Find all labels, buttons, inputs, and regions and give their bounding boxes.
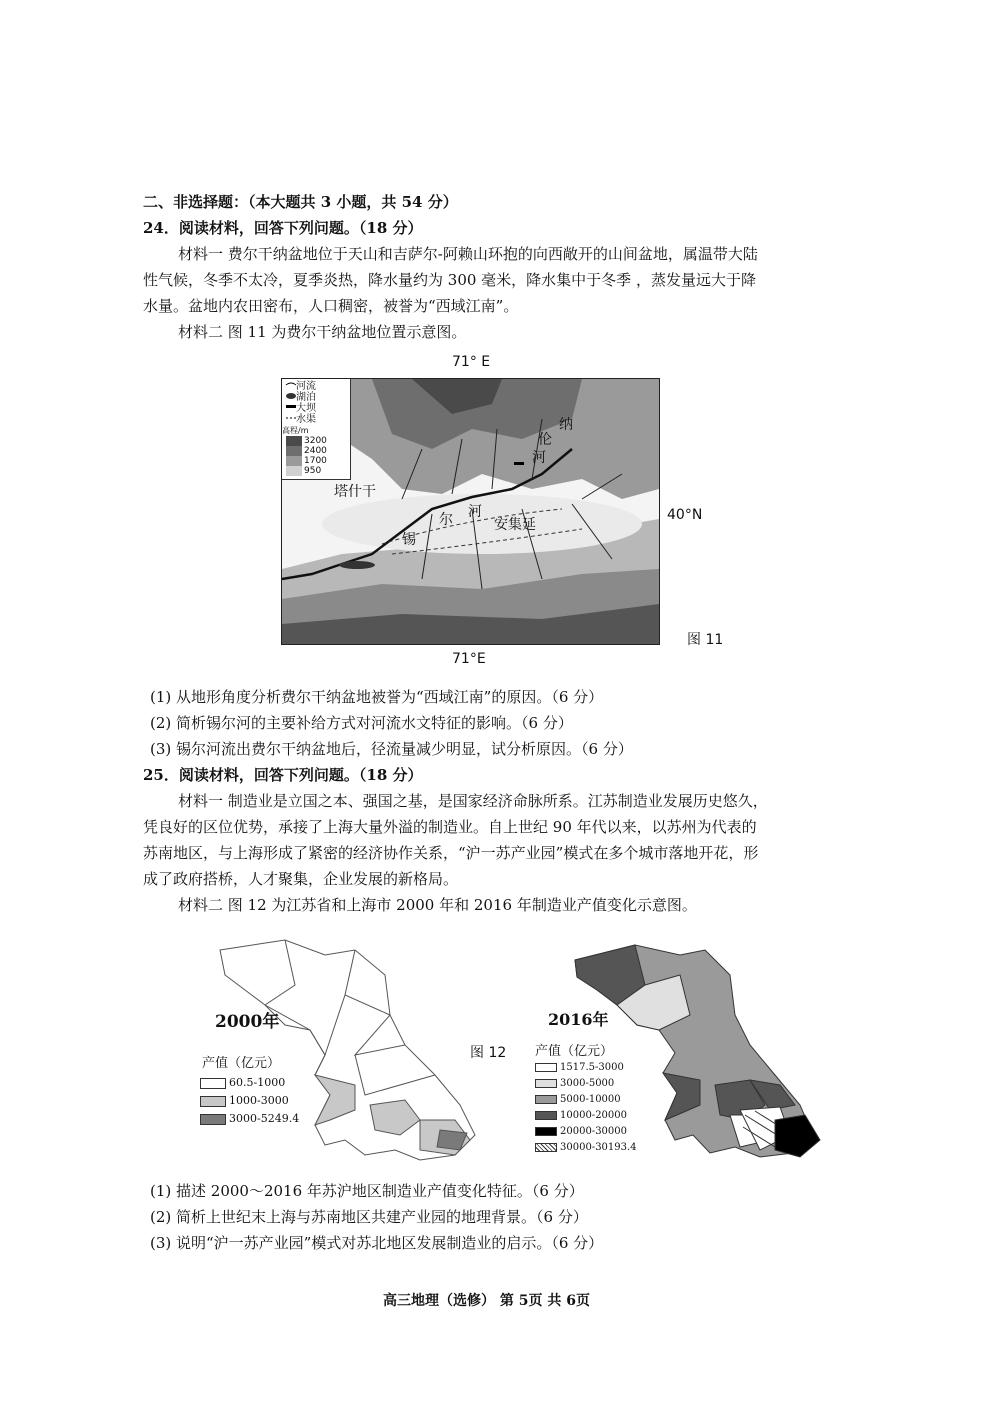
q24-sub3: (3) 锡尔河流出费尔干纳盆地后，径流量减少明显，试分析原因。（6 分） <box>150 740 633 758</box>
map-top-longitude: 71° E <box>452 354 491 370</box>
q25-material2: 材料二 图 12 为江苏省和上海市 2000 年和 2016 年制造业产值变化示意图。 <box>178 896 697 914</box>
legend-symbols <box>284 379 304 439</box>
q24-material2: 材料二 图 11 为费尔干纳盆地位置示意图。 <box>178 323 467 341</box>
fig12-left-legend-2: 1000-3000 <box>200 1094 289 1107</box>
legend-elev-1700: 1700 <box>304 456 327 466</box>
legend-elev-2400: 2400 <box>304 446 327 456</box>
map-latitude: 40°N <box>667 507 703 523</box>
q24-heading: 24．阅读材料，回答下列问题。（18 分） <box>143 219 423 237</box>
fig12-right-unit: 产值（亿元） <box>535 1044 614 1059</box>
q24-material1-line3: 水量。盆地内农田密布，人口稠密，被誉为“西域江南”。 <box>143 297 519 315</box>
q24-sub1: (1) 从地形角度分析费尔干纳盆地被誉为“西域江南”的原因。（6 分） <box>150 688 604 706</box>
river-label-xi: 锡 <box>402 532 416 548</box>
fig12-right-legend-2: 3000-5000 <box>535 1078 614 1089</box>
figure-12-label: 图 12 <box>470 1045 507 1061</box>
legend-elev-3200: 3200 <box>304 436 327 446</box>
fig12-left-legend-3: 3000-5249.4 <box>200 1112 299 1125</box>
river-label-na: 纳 <box>559 417 573 433</box>
fig12-left-legend-1: 60.5-1000 <box>200 1076 285 1089</box>
map-bottom-longitude: 71°E <box>452 651 486 667</box>
legend-lake-label: 湖泊 <box>296 392 316 403</box>
page-footer: 高三地理（选修） 第 5页 共 6页 <box>383 1293 590 1309</box>
legend-canal-label: 水渠 <box>296 414 316 425</box>
fig12-right-legend-4: 10000-20000 <box>535 1110 627 1121</box>
q25-heading: 25．阅读材料，回答下列问题。（18 分） <box>143 766 423 784</box>
fig12-right-legend-5: 20000-30000 <box>535 1126 627 1137</box>
river-label-er: 尔 <box>439 512 453 528</box>
figure-11-label: 图 11 <box>687 632 724 648</box>
q25-material1-line2: 凭良好的区位优势，承接了上海大量外溢的制造业。自上世纪 90 年代以来，以苏州为代表的 <box>143 818 757 836</box>
fig12-right-year: 2016年 <box>548 1010 609 1029</box>
q24-material1-line2: 性气候，冬季不太冷，夏季炎热，降水量约为 300 毫米，降水集中于冬季 ，蒸发量远大于降 <box>143 271 756 289</box>
legend-elev-950: 950 <box>304 466 322 476</box>
fig12-left-year: 2000年 <box>215 1012 280 1032</box>
fig12-right-legend-3: 5000-10000 <box>535 1094 621 1105</box>
river-label-he2: 河 <box>532 450 546 466</box>
q25-sub3: (3) 说明“沪一苏产业园”模式对苏北地区发展制造业的启示。（6 分） <box>150 1234 604 1252</box>
q24-material1-line1: 材料一 费尔干纳盆地位于天山和吉萨尔-阿赖山环抱的向西敞开的山间盆地，属温带大陆 <box>178 245 758 263</box>
fig12-right-legend-1: 1517.5-3000 <box>535 1062 624 1073</box>
legend-dam-label: 大坝 <box>296 403 316 414</box>
fergana-map <box>281 378 660 645</box>
river-label-he: 河 <box>468 504 482 520</box>
place-tashkent: 塔什干 <box>334 484 376 500</box>
q25-material1-line3: 苏南地区，与上海形成了紧密的经济协作关系，“沪一苏产业园”模式在多个城市落地开花，形 <box>143 844 759 862</box>
legend-elevation-ramp <box>284 434 304 479</box>
q25-material1-line4: 成了政府搭桥，人才聚集，企业发展的新格局。 <box>143 870 459 888</box>
q24-sub2: (2) 简析锡尔河的主要补给方式对河流水文特征的影响。（6 分） <box>150 714 573 732</box>
q25-sub1: (1) 描述 2000～2016 年苏沪地区制造业产值变化特征。（6 分） <box>150 1182 584 1200</box>
q25-material1-line1: 材料一 制造业是立国之本、强国之基，是国家经济命脉所系。江苏制造业发展历史悠久， <box>178 792 768 810</box>
map-legend <box>282 379 351 480</box>
legend-river-label: 河流 <box>296 381 316 392</box>
place-andijan: 安集延 <box>494 517 536 533</box>
fig12-left-unit: 产值（亿元） <box>202 1056 281 1071</box>
legend-elevation-title: 高程/m <box>282 426 309 435</box>
q25-sub2: (2) 简析上世纪末上海与苏南地区共建产业园的地理背景。（6 分） <box>150 1208 588 1226</box>
section-title: 二、非选择题：（本大题共 3 小题，共 54 分） <box>143 193 458 211</box>
river-label-lun: 伦 <box>538 432 552 448</box>
fig12-right-legend-6: 30000-30193.4 <box>535 1142 637 1153</box>
